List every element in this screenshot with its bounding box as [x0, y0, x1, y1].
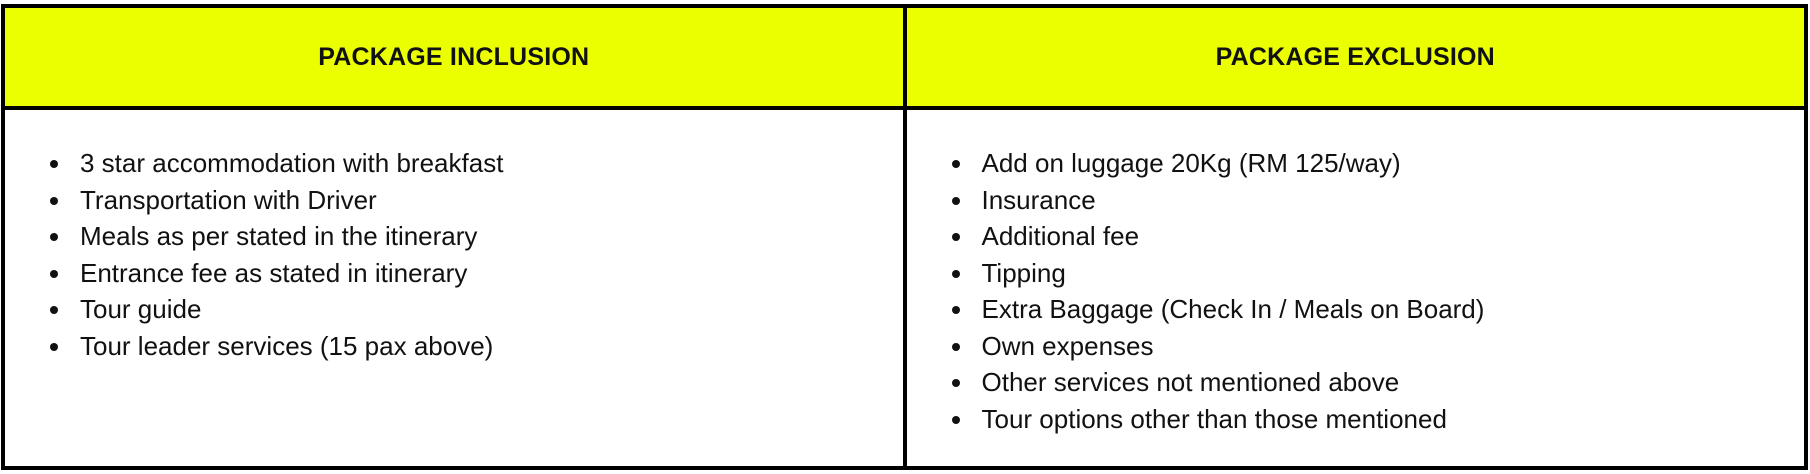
list-item-text: Insurance [981, 184, 1096, 215]
bullet-icon [952, 379, 960, 387]
table-body-row [3, 108, 1806, 468]
list-item [907, 401, 1805, 438]
list-item [5, 328, 903, 365]
list-item [5, 291, 903, 328]
bullet-icon [50, 233, 58, 241]
list-item [907, 218, 1805, 255]
table-header-row [3, 6, 1806, 108]
bullet-icon [952, 197, 960, 205]
list-item-text: Other services not mentioned above [981, 367, 1400, 397]
list-item-text: Own expenses [981, 330, 1154, 361]
list-item [5, 218, 903, 255]
list-item [907, 145, 1805, 182]
list-item [907, 364, 1805, 401]
exclusion-heading: PACKAGE EXCLUSION [905, 6, 1807, 108]
list-item-text: Meals as per stated in the itinerary [80, 221, 478, 251]
inclusion-list [5, 110, 903, 364]
list-item-text: Tour leader services (15 pax above) [80, 330, 494, 361]
list-item [907, 182, 1805, 219]
package-table [1, 4, 1808, 470]
bullet-icon [952, 160, 960, 168]
bullet-icon [50, 197, 58, 205]
list-item-text: Additional fee [981, 221, 1140, 251]
list-item [907, 328, 1805, 365]
list-item-text: Tipping [981, 257, 1066, 288]
list-item [907, 291, 1805, 328]
bullet-icon [952, 343, 960, 351]
bullet-icon [952, 233, 960, 241]
list-item [907, 255, 1805, 292]
exclusion-cell [905, 108, 1807, 468]
list-item-text: Tour guide [80, 294, 202, 324]
list-item-text: Transportation with Driver [80, 184, 377, 215]
bullet-icon [50, 343, 58, 351]
list-item [5, 255, 903, 292]
inclusion-heading: PACKAGE INCLUSION [3, 6, 905, 108]
inclusion-cell [3, 108, 905, 468]
bullet-icon [952, 416, 960, 424]
exclusion-list [907, 110, 1805, 437]
list-item-text: Tour options other than those mentioned [981, 403, 1447, 434]
bullet-icon [50, 160, 58, 168]
bullet-icon [50, 306, 58, 314]
bullet-icon [50, 270, 58, 278]
bullet-icon [952, 270, 960, 278]
list-item [5, 145, 903, 182]
list-item [5, 182, 903, 219]
list-item-text: 3 star accommodation with breakfast [80, 148, 504, 178]
list-item-text: Extra Baggage (Check In / Meals on Board) [981, 294, 1485, 324]
list-item-text: Entrance fee as stated in itinerary [80, 257, 468, 288]
list-item-text: Add on luggage 20Kg (RM 125/way) [981, 148, 1401, 178]
bullet-icon [952, 306, 960, 314]
